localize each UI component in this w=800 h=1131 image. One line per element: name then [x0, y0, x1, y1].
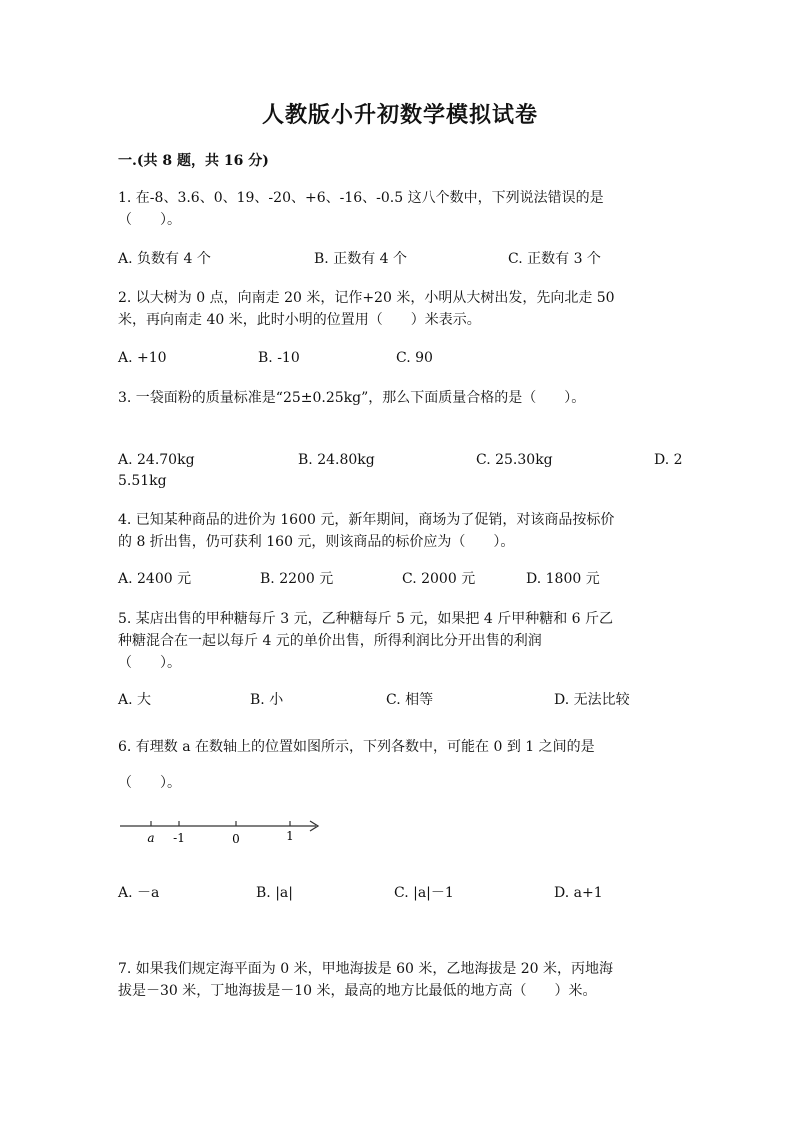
option-c: C. 相等: [386, 692, 434, 708]
question-6-options: [118, 882, 688, 904]
option-a: A. 大: [118, 692, 152, 708]
question-text-line: 2. 以大树为 0 点，向南走 20 米，记作+20 米，小明从大树出发，先向北走 50: [118, 290, 615, 306]
question-4: [118, 509, 686, 553]
question-2: [118, 287, 686, 331]
tick-label-0: 0: [232, 832, 240, 846]
question-text-line: 7. 如果我们规定海平面为 0 米，甲地海拔是 60 米，乙地海拔是 20 米，丙地海: [118, 961, 614, 977]
question-7: [118, 958, 686, 1002]
option-c: C. 90: [396, 350, 433, 366]
option-a: A. 2400 元: [118, 571, 192, 587]
option-d: D. 无法比较: [554, 692, 630, 708]
question-text-line: 5. 某店出售的甲种糖每斤 3 元，乙种糖每斤 5 元，如果把 4 斤甲种糖和 6 斤乙: [118, 611, 614, 627]
question-1: [118, 187, 686, 231]
option-c: C. 25.30kg: [476, 452, 553, 468]
question-3-option-wrap: [118, 470, 688, 492]
question-text-line: 种糖混合在一起以每斤 4 元的单价出售，所得利润比分开出售的利润: [118, 633, 542, 649]
option-a: A. 负数有 4 个: [118, 251, 211, 267]
tick-label-1: 1: [286, 829, 294, 843]
question-text-line: 拔是－30 米，丁地海拔是－10 米，最高的地方比最低的地方高（ ）米。: [118, 983, 597, 999]
question-text-line: 4. 已知某种商品的进价为 1600 元，新年期间，商场为了促销，对该商品按标价: [118, 512, 615, 528]
option-c: C. |a|－1: [394, 885, 454, 901]
question-text-line: （ ）。: [118, 212, 181, 228]
option-d: D. 2: [654, 452, 683, 468]
option-a: A. －a: [118, 885, 160, 901]
question-text-line: （ ）。: [118, 655, 181, 671]
option-b: B. 正数有 4 个: [314, 251, 407, 267]
question-3-options: [118, 449, 688, 471]
question-6: [118, 729, 686, 801]
option-b: B. -10: [258, 350, 300, 366]
section-heading: 一.(共 8 题，共 16 分): [118, 153, 269, 169]
question-2-options: [118, 347, 688, 369]
option-b: B. 24.80kg: [298, 452, 375, 468]
option-d-continuation: 5.51kg: [118, 473, 167, 489]
question-text-line: 米，再向南走 40 米，此时小明的位置用（ ）米表示。: [118, 312, 481, 328]
option-a: A. +10: [118, 350, 167, 366]
tick-label-minus-1: -1: [173, 831, 185, 845]
question-text-line: 1. 在-8、3.6、0、19、-20、+6、-16、-0.5 这八个数中，下列说法错误的是: [118, 190, 604, 206]
exam-title: 人教版小升初数学模拟试卷: [261, 102, 538, 128]
question-text-line: 的 8 折出售，仍可获利 160 元，则该商品的标价应为（ ）。: [118, 534, 515, 550]
question-5-options: [118, 689, 688, 711]
option-d: D. 1800 元: [526, 571, 600, 587]
option-d: D. a+1: [554, 885, 603, 901]
option-b: B. |a|: [256, 885, 293, 901]
number-line-figure: [118, 812, 328, 852]
option-a: A. 24.70kg: [118, 452, 195, 468]
question-text-line: 3. 一袋面粉的质量标准是“25±0.25kg”，那么下面质量合格的是（ ）。: [118, 390, 586, 406]
option-c: C. 2000 元: [402, 571, 476, 587]
tick-label-a: a: [147, 831, 155, 845]
option-b: B. 小: [250, 692, 284, 708]
question-5: [118, 608, 686, 674]
question-text-line: （ ）。: [118, 775, 181, 791]
question-3: [118, 387, 686, 409]
question-text-line: 6. 有理数 a 在数轴上的位置如图所示，下列各数中，可能在 0 到 1 之间的是: [118, 739, 595, 755]
question-4-options: [118, 568, 688, 590]
option-b: B. 2200 元: [260, 571, 334, 587]
option-c: C. 正数有 3 个: [508, 251, 601, 267]
question-1-options: [118, 248, 688, 270]
